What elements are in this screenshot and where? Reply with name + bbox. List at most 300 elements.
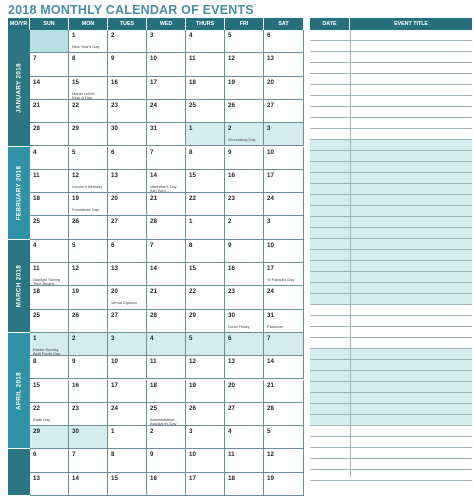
event-row[interactable] bbox=[310, 349, 472, 360]
day-number: 8 bbox=[189, 148, 193, 156]
day-cell[interactable] bbox=[30, 356, 69, 379]
day-cell[interactable] bbox=[69, 147, 108, 170]
day-number: 25 bbox=[33, 218, 40, 226]
day-number: 11 bbox=[33, 265, 40, 272]
holiday-note: Martin Luther King Jr Day bbox=[72, 90, 95, 100]
event-row[interactable] bbox=[310, 393, 472, 404]
day-cell[interactable] bbox=[147, 53, 186, 76]
event-row[interactable] bbox=[310, 470, 472, 481]
holiday-note: Lincoln's Birthday bbox=[72, 183, 103, 189]
day-cell[interactable] bbox=[186, 77, 225, 100]
month-label bbox=[8, 240, 30, 333]
event-row[interactable] bbox=[310, 437, 472, 448]
day-number: 21 bbox=[150, 195, 157, 203]
day-cell[interactable] bbox=[225, 193, 264, 216]
event-row[interactable] bbox=[310, 228, 472, 239]
holiday-note: Good Friday bbox=[228, 323, 250, 329]
day-number: 4 bbox=[189, 32, 193, 39]
day-number: 26 bbox=[228, 101, 235, 109]
day-cell[interactable] bbox=[264, 147, 304, 170]
day-cell[interactable] bbox=[225, 403, 264, 426]
header-6: FRI bbox=[225, 18, 264, 30]
day-number: 2 bbox=[228, 125, 232, 133]
day-cell[interactable] bbox=[69, 193, 108, 216]
day-cell[interactable] bbox=[108, 100, 147, 123]
day-cell[interactable] bbox=[30, 147, 69, 170]
day-cell[interactable] bbox=[69, 449, 108, 472]
day-cell[interactable] bbox=[108, 147, 147, 170]
event-row[interactable] bbox=[310, 96, 472, 107]
holiday-note: Passover bbox=[267, 323, 284, 329]
day-number: 15 bbox=[189, 171, 196, 179]
day-cell[interactable] bbox=[108, 193, 147, 216]
header-0: MO/YR bbox=[8, 18, 30, 30]
day-cell[interactable] bbox=[225, 77, 264, 100]
day-cell[interactable] bbox=[147, 216, 186, 239]
day-cell[interactable] bbox=[30, 170, 69, 193]
day-cell[interactable] bbox=[108, 216, 147, 239]
day-number: 25 bbox=[189, 101, 196, 109]
day-number: 14 bbox=[150, 171, 157, 179]
day-cell[interactable] bbox=[225, 147, 264, 170]
day-cell[interactable] bbox=[264, 240, 304, 263]
event-row[interactable] bbox=[310, 404, 472, 415]
day-number: 10 bbox=[267, 241, 274, 249]
event-row[interactable] bbox=[310, 250, 472, 261]
day-number: 31 bbox=[150, 125, 157, 133]
day-cell[interactable] bbox=[69, 123, 108, 146]
day-number: 5 bbox=[72, 241, 76, 249]
day-number: 9 bbox=[150, 451, 154, 459]
day-number: 24 bbox=[111, 404, 118, 412]
day-cell[interactable] bbox=[264, 356, 304, 379]
holiday-note: Groundhog Day bbox=[228, 137, 256, 143]
day-cell[interactable] bbox=[186, 100, 225, 123]
day-cell[interactable] bbox=[225, 333, 264, 356]
day-cell[interactable] bbox=[225, 473, 264, 496]
page-title: 2018 MONTHLY CALENDAR OF EVENTS bbox=[8, 3, 254, 17]
day-cell[interactable] bbox=[186, 426, 225, 449]
event-row[interactable] bbox=[310, 283, 472, 294]
day-cell[interactable] bbox=[225, 30, 264, 53]
day-cell[interactable] bbox=[186, 333, 225, 356]
day-number: 19 bbox=[267, 474, 274, 482]
event-row[interactable] bbox=[310, 371, 472, 382]
day-number: 5 bbox=[72, 148, 76, 156]
day-cell[interactable] bbox=[69, 473, 108, 496]
day-cell[interactable] bbox=[30, 380, 69, 403]
day-cell[interactable] bbox=[69, 240, 108, 263]
day-number: 12 bbox=[228, 55, 235, 63]
day-cell[interactable] bbox=[69, 100, 108, 123]
event-row[interactable] bbox=[310, 459, 472, 470]
day-number: 8 bbox=[33, 358, 37, 366]
day-number: 5 bbox=[267, 428, 271, 436]
day-number: 11 bbox=[33, 171, 40, 179]
day-cell[interactable] bbox=[147, 473, 186, 496]
day-number: 1 bbox=[33, 334, 37, 342]
day-number: 23 bbox=[111, 101, 118, 109]
day-cell[interactable] bbox=[186, 53, 225, 76]
day-cell[interactable] bbox=[108, 123, 147, 146]
day-cell[interactable] bbox=[186, 147, 225, 170]
day-cell[interactable] bbox=[264, 30, 304, 53]
day-cell[interactable] bbox=[30, 53, 69, 76]
day-cell[interactable] bbox=[147, 240, 186, 263]
day-number: 2 bbox=[228, 218, 232, 226]
day-number: 4 bbox=[150, 334, 154, 342]
day-cell[interactable] bbox=[264, 53, 304, 76]
day-cell[interactable] bbox=[264, 123, 304, 146]
day-number: 14 bbox=[33, 78, 40, 86]
day-cell[interactable] bbox=[147, 449, 186, 472]
day-number: 3 bbox=[150, 32, 154, 39]
event-row[interactable] bbox=[310, 382, 472, 393]
day-number: 14 bbox=[72, 474, 79, 482]
day-number: 28 bbox=[150, 311, 157, 319]
event-row[interactable] bbox=[310, 107, 472, 118]
day-cell[interactable] bbox=[108, 426, 147, 449]
event-row[interactable] bbox=[310, 294, 472, 305]
holiday-note: Easter Sunday April Fool's Day bbox=[33, 346, 61, 357]
day-number: 1 bbox=[189, 218, 193, 226]
day-number: 16 bbox=[150, 474, 157, 482]
day-cell[interactable] bbox=[186, 380, 225, 403]
day-number: 5 bbox=[189, 334, 193, 342]
event-row[interactable] bbox=[310, 338, 472, 349]
day-cell[interactable] bbox=[30, 123, 69, 146]
holiday-note: Vernal Equinox bbox=[111, 300, 138, 306]
day-cell[interactable] bbox=[186, 240, 225, 263]
day-cell[interactable] bbox=[225, 426, 264, 449]
event-row[interactable] bbox=[310, 184, 472, 195]
day-cell[interactable] bbox=[69, 356, 108, 379]
day-cell[interactable] bbox=[108, 310, 147, 333]
day-number: 13 bbox=[267, 55, 274, 63]
month-label bbox=[8, 449, 30, 496]
day-number: 21 bbox=[267, 381, 274, 389]
day-cell[interactable] bbox=[108, 356, 147, 379]
day-number: 2 bbox=[150, 428, 154, 436]
day-cell[interactable] bbox=[225, 449, 264, 472]
day-number: 11 bbox=[189, 55, 196, 63]
event-row[interactable] bbox=[310, 129, 472, 140]
day-number: 7 bbox=[33, 55, 37, 63]
day-number: 20 bbox=[228, 381, 235, 389]
day-number: 20 bbox=[111, 288, 118, 296]
day-number: 9 bbox=[228, 241, 232, 249]
event-row[interactable] bbox=[310, 140, 472, 151]
day-number: 8 bbox=[72, 55, 76, 63]
day-cell[interactable] bbox=[186, 473, 225, 496]
day-number: 1 bbox=[111, 428, 115, 436]
day-cell[interactable] bbox=[264, 100, 304, 123]
day-number: 4 bbox=[33, 148, 37, 156]
event-row[interactable] bbox=[310, 85, 472, 96]
date-column-header: DATE bbox=[310, 18, 350, 30]
day-cell[interactable] bbox=[264, 403, 304, 426]
day-number: 1 bbox=[72, 32, 76, 39]
event-row[interactable] bbox=[310, 151, 472, 162]
day-cell[interactable] bbox=[69, 333, 108, 356]
day-cell[interactable] bbox=[186, 216, 225, 239]
day-number: 13 bbox=[228, 358, 235, 366]
day-cell[interactable] bbox=[147, 100, 186, 123]
day-number: 17 bbox=[111, 381, 118, 389]
header-7: SAT bbox=[264, 18, 304, 30]
day-cell[interactable] bbox=[69, 30, 108, 53]
day-number: 15 bbox=[111, 474, 118, 482]
day-cell[interactable] bbox=[225, 100, 264, 123]
holiday-note: Valentine's Day Ash Wed. bbox=[150, 183, 177, 194]
event-row[interactable] bbox=[310, 415, 472, 426]
day-cell[interactable] bbox=[186, 263, 225, 286]
day-cell[interactable] bbox=[147, 380, 186, 403]
day-number: 1 bbox=[189, 125, 193, 133]
day-cell[interactable] bbox=[225, 53, 264, 76]
day-cell[interactable] bbox=[69, 77, 108, 100]
day-cell[interactable] bbox=[108, 77, 147, 100]
day-cell[interactable] bbox=[69, 380, 108, 403]
day-number: 4 bbox=[228, 428, 232, 436]
event-row[interactable] bbox=[310, 30, 472, 41]
day-number: 19 bbox=[72, 288, 79, 296]
day-number: 10 bbox=[189, 451, 196, 459]
day-number: 19 bbox=[228, 78, 235, 86]
day-cell[interactable] bbox=[264, 286, 304, 309]
event-row[interactable] bbox=[310, 239, 472, 250]
day-number: 7 bbox=[150, 148, 154, 156]
day-cell[interactable] bbox=[147, 77, 186, 100]
day-number: 7 bbox=[72, 451, 76, 459]
day-cell[interactable] bbox=[264, 216, 304, 239]
event-row[interactable] bbox=[310, 118, 472, 129]
day-cell[interactable] bbox=[108, 333, 147, 356]
day-cell[interactable] bbox=[69, 170, 108, 193]
day-cell[interactable] bbox=[147, 263, 186, 286]
day-cell[interactable] bbox=[30, 77, 69, 100]
day-number: 24 bbox=[267, 195, 274, 203]
holiday-note: St Patrick's Day bbox=[267, 277, 295, 282]
day-cell[interactable] bbox=[147, 30, 186, 53]
day-number: 23 bbox=[72, 404, 79, 412]
day-cell[interactable] bbox=[108, 30, 147, 53]
day-number: 14 bbox=[267, 358, 274, 366]
day-number: 15 bbox=[33, 381, 40, 389]
day-cell[interactable] bbox=[30, 449, 69, 472]
day-number: 16 bbox=[228, 265, 235, 272]
day-cell[interactable] bbox=[147, 333, 186, 356]
day-number: 10 bbox=[150, 55, 157, 63]
day-cell[interactable] bbox=[186, 449, 225, 472]
day-number: 30 bbox=[72, 428, 79, 436]
holiday-note: Earth Day bbox=[33, 416, 51, 422]
day-number: 21 bbox=[150, 288, 157, 296]
day-cell[interactable] bbox=[147, 310, 186, 333]
day-number: 16 bbox=[72, 381, 79, 389]
day-cell[interactable] bbox=[108, 473, 147, 496]
day-cell[interactable] bbox=[186, 170, 225, 193]
day-number: 11 bbox=[150, 358, 157, 366]
day-number: 6 bbox=[267, 32, 271, 39]
day-cell[interactable] bbox=[69, 403, 108, 426]
day-cell[interactable] bbox=[225, 286, 264, 309]
day-number: 29 bbox=[72, 125, 79, 133]
day-cell[interactable] bbox=[147, 193, 186, 216]
event-row[interactable] bbox=[310, 206, 472, 217]
day-number: 6 bbox=[111, 148, 115, 156]
day-cell[interactable] bbox=[225, 263, 264, 286]
event-row[interactable] bbox=[310, 327, 472, 338]
day-cell[interactable] bbox=[264, 310, 304, 333]
day-cell[interactable] bbox=[69, 216, 108, 239]
day-number: 7 bbox=[267, 334, 271, 342]
month-label-text: APRIL 2018 bbox=[15, 371, 23, 410]
day-number: 3 bbox=[267, 125, 271, 133]
day-cell[interactable] bbox=[108, 449, 147, 472]
day-number: 27 bbox=[111, 218, 118, 226]
day-cell[interactable] bbox=[30, 473, 69, 496]
day-number: 23 bbox=[228, 195, 235, 203]
day-number: 8 bbox=[189, 241, 193, 249]
day-cell[interactable] bbox=[30, 286, 69, 309]
event-row[interactable] bbox=[310, 41, 472, 52]
day-number: 27 bbox=[228, 404, 235, 412]
day-cell[interactable] bbox=[264, 380, 304, 403]
day-cell[interactable] bbox=[30, 333, 69, 356]
day-cell[interactable] bbox=[30, 100, 69, 123]
day-cell[interactable] bbox=[108, 240, 147, 263]
event-row[interactable] bbox=[310, 448, 472, 459]
day-cell[interactable] bbox=[108, 286, 147, 309]
event-row[interactable] bbox=[310, 173, 472, 184]
day-cell[interactable] bbox=[108, 170, 147, 193]
day-cell[interactable] bbox=[69, 263, 108, 286]
event-row[interactable] bbox=[310, 305, 472, 316]
day-cell[interactable] bbox=[225, 356, 264, 379]
day-number: 6 bbox=[228, 334, 232, 342]
day-cell[interactable] bbox=[108, 53, 147, 76]
day-cell[interactable] bbox=[30, 193, 69, 216]
month-label-text: JANUARY 2018 bbox=[15, 62, 23, 113]
day-cell[interactable] bbox=[264, 170, 304, 193]
day-number: 17 bbox=[267, 171, 274, 179]
day-cell[interactable] bbox=[264, 77, 304, 100]
day-cell[interactable] bbox=[30, 426, 69, 449]
month-label-text: MARCH 2018 bbox=[15, 264, 23, 308]
day-number: 12 bbox=[267, 451, 274, 459]
day-cell[interactable] bbox=[186, 310, 225, 333]
day-cell[interactable] bbox=[264, 193, 304, 216]
day-cell[interactable] bbox=[30, 30, 69, 53]
day-cell[interactable] bbox=[69, 286, 108, 309]
day-cell[interactable] bbox=[108, 380, 147, 403]
day-number: 28 bbox=[33, 125, 40, 133]
day-number: 12 bbox=[72, 171, 79, 179]
day-cell[interactable] bbox=[264, 426, 304, 449]
day-number: 3 bbox=[189, 428, 193, 436]
day-number: 30 bbox=[228, 311, 235, 319]
day-cell[interactable] bbox=[225, 240, 264, 263]
event-row[interactable] bbox=[310, 63, 472, 74]
day-cell[interactable] bbox=[225, 216, 264, 239]
day-cell[interactable] bbox=[264, 473, 304, 496]
day-number: 11 bbox=[228, 451, 235, 459]
day-cell[interactable] bbox=[147, 170, 186, 193]
month-label-text: FEBRUARY 2018 bbox=[15, 165, 23, 220]
day-cell[interactable] bbox=[225, 170, 264, 193]
day-cell[interactable] bbox=[108, 263, 147, 286]
day-cell[interactable] bbox=[264, 333, 304, 356]
day-number: 13 bbox=[33, 474, 40, 482]
day-cell[interactable] bbox=[186, 286, 225, 309]
day-number: 18 bbox=[150, 381, 157, 389]
day-number: 28 bbox=[150, 218, 157, 226]
day-cell[interactable] bbox=[147, 356, 186, 379]
holiday-note: New Year's Day bbox=[72, 44, 100, 49]
event-row[interactable] bbox=[310, 52, 472, 63]
event-row[interactable] bbox=[310, 360, 472, 371]
day-cell[interactable] bbox=[69, 310, 108, 333]
day-number: 26 bbox=[189, 404, 196, 412]
day-cell[interactable] bbox=[30, 240, 69, 263]
day-cell[interactable] bbox=[186, 193, 225, 216]
day-cell[interactable] bbox=[147, 403, 186, 426]
day-cell[interactable] bbox=[225, 123, 264, 146]
day-number: 9 bbox=[72, 358, 76, 366]
day-cell[interactable] bbox=[147, 286, 186, 309]
event-row[interactable] bbox=[310, 426, 472, 437]
day-cell[interactable] bbox=[30, 263, 69, 286]
day-cell[interactable] bbox=[108, 403, 147, 426]
event-row[interactable] bbox=[310, 162, 472, 173]
day-number: 2 bbox=[72, 334, 76, 342]
day-number: 18 bbox=[33, 288, 40, 296]
day-cell[interactable] bbox=[30, 403, 69, 426]
day-number: 16 bbox=[111, 78, 118, 86]
day-number: 23 bbox=[228, 288, 235, 296]
day-number: 17 bbox=[150, 78, 157, 86]
day-number: 29 bbox=[33, 428, 40, 436]
day-cell[interactable] bbox=[264, 449, 304, 472]
day-cell[interactable] bbox=[186, 30, 225, 53]
day-cell[interactable] bbox=[186, 356, 225, 379]
day-number: 9 bbox=[111, 55, 115, 63]
event-row[interactable] bbox=[310, 217, 472, 228]
event-row[interactable] bbox=[310, 316, 472, 327]
day-cell[interactable] bbox=[147, 123, 186, 146]
event-row[interactable] bbox=[310, 272, 472, 283]
day-cell[interactable] bbox=[30, 216, 69, 239]
day-number: 20 bbox=[267, 78, 274, 86]
day-cell[interactable] bbox=[147, 426, 186, 449]
day-cell[interactable] bbox=[225, 380, 264, 403]
event-row[interactable] bbox=[310, 74, 472, 85]
day-number: 4 bbox=[33, 241, 37, 249]
day-cell[interactable] bbox=[186, 123, 225, 146]
event-row[interactable] bbox=[310, 195, 472, 206]
day-cell[interactable] bbox=[69, 53, 108, 76]
day-cell[interactable] bbox=[69, 426, 108, 449]
day-number: 8 bbox=[111, 451, 115, 459]
day-cell[interactable] bbox=[30, 310, 69, 333]
day-cell[interactable] bbox=[147, 147, 186, 170]
day-cell[interactable] bbox=[225, 310, 264, 333]
day-cell[interactable] bbox=[186, 403, 225, 426]
day-cell[interactable] bbox=[264, 263, 304, 286]
header-4: WED bbox=[147, 18, 186, 30]
event-row[interactable] bbox=[310, 261, 472, 272]
